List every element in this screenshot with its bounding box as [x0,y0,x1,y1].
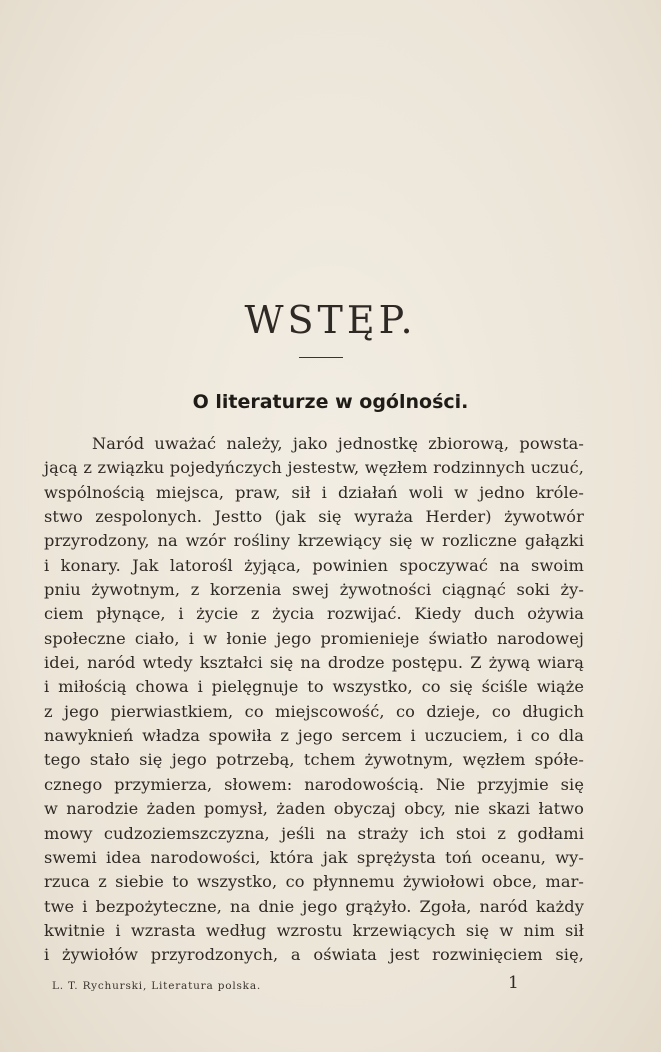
paragraph-line: z jego pierwiastkiem, co miejscowość, co dzieje, co długich [44,701,584,721]
paragraph-line: w narodzie żaden pomysł, żaden obyczaj obcy, nie skazi łatwo [44,799,584,819]
title-divider [299,357,343,358]
paragraph-line: ciem płynące, i życie z życia rozwijać. Kiedy duch ożywia [44,604,584,624]
paragraph-line: tego stało się jego potrzebą, tchem żywotnym, węzłem spółe- [44,750,584,770]
paragraph-line: kwitnie i wzrasta według wzrostu krzewiących się w nim sił [44,920,584,940]
paragraph-line: pniu żywotnym, z korzenia swej żywotności ciągnąć soki ży- [44,580,584,600]
chapter-title: WSTĘP. [244,298,417,342]
paragraph-line: przyrodzony, na wzór rośliny krzewiący się w rozliczne gałązki [44,531,584,551]
page-number: 1 [508,973,519,993]
paragraph-line: mowy cudzoziemszczyzna, jeśli na straży ich stoi z godłami [44,823,584,843]
paragraph-line: i żywiołów przyrodzonych, a oświata jest rozwinięciem się, [44,945,584,965]
paragraph-line: nawyknień władza spowiła z jego sercem i uczuciem, i co dla [44,726,584,746]
paragraph-line: jącą z związku pojedyńczych jestestw, węzłem rodzinnych uczuć, [44,458,584,478]
paragraph-line: Naród uważać należy, jako jednostkę zbiorową, powsta- [92,434,584,453]
section-heading: O literaturze w ogólności. [192,391,469,413]
footer-signature: L. T. Rychurski, Literatura polska. [52,980,262,992]
paragraph-line: i konary. Jak latorośl żyjąca, powinien spoczywać na swoim [44,555,584,575]
paragraph [44,432,584,968]
paragraph-line: cznego przymierza, słowem: narodowością. Nie przyjmie się [44,774,584,794]
paragraph-line: idei, naród wtedy kształci się na drodze postępu. Z żywą wiarą [44,653,584,673]
paragraph-line: społeczne ciało, i w łonie jego promienieje światło narodowej [44,628,584,648]
paragraph-line: stwo zespolonych. Jestto (jak się wyraża Herder) żywotwór [44,507,584,527]
paragraph-line: twe i bezpożyteczne, na dnie jego grążyło. Zgoła, naród każdy [44,896,584,916]
paragraph-line: i miłością chowa i pielęgnuje to wszystko, co się ściśle wiąże [44,677,584,697]
paragraph-line: rzuca z siebie to wszystko, co płynnemu żywiołowi obce, mar- [44,872,584,892]
paragraph-line: swemi idea narodowości, która jak sprężysta toń oceanu, wy- [44,847,584,867]
paragraph-line: wspólnością miejsca, praw, sił i działań woli w jedno króle- [44,482,584,502]
